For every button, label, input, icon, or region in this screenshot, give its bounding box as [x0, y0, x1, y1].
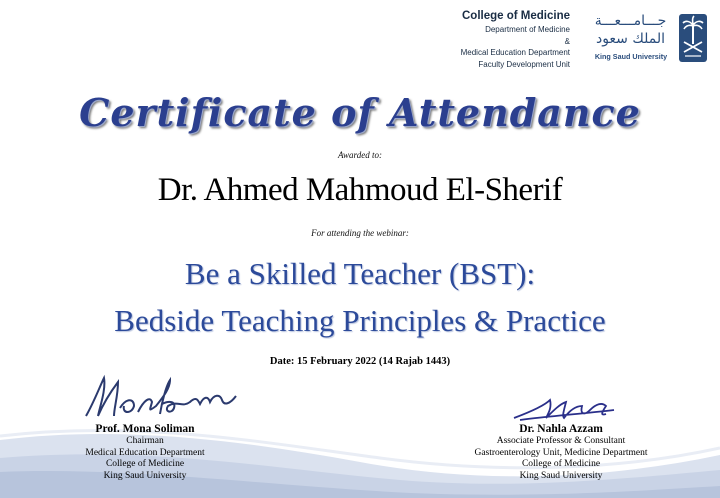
awarded-to-label: Awarded to:	[338, 150, 382, 160]
signatory-role: Medical Education Department	[85, 447, 205, 458]
signatory-role: College of Medicine	[105, 459, 185, 469]
college-name: College of Medicine	[462, 10, 570, 22]
signatory-left	[40, 422, 250, 482]
logo-english-text: King Saud University	[594, 52, 668, 61]
certificate-title: Certificate of Attendance	[79, 90, 641, 135]
signatory-role: King Saud University	[519, 470, 603, 481]
signature-left	[78, 372, 243, 424]
department-line: Department of Medicine	[485, 25, 570, 34]
university-logo	[585, 12, 710, 68]
signatory-role: Gastroenterology Unit, Medicine Department	[474, 447, 648, 458]
webinar-title-line1: Be a Skilled Teacher (BST):	[184, 256, 536, 291]
institution-block	[310, 9, 570, 70]
recipient-name: Dr. Ahmed Mahmoud El-Sherif	[157, 172, 563, 208]
signatory-role: College of Medicine	[521, 459, 601, 469]
signatory-role: King Saud University	[103, 470, 187, 481]
signatory-role: Chairman	[126, 436, 164, 446]
signatory-name: Prof. Mona Soliman	[95, 423, 195, 435]
webinar-date: Date: 15 February 2022 (14 Rajab 1443)	[269, 356, 451, 367]
logo-arabic-text: جـــامـــعـــة الملك سعود	[594, 13, 667, 47]
signatory-role: Associate Professor & Consultant	[496, 436, 626, 446]
signatory-right	[448, 422, 674, 482]
palm-and-swords-emblem-icon	[679, 14, 707, 62]
department-line: Medical Education Department	[460, 48, 570, 57]
signature-right	[510, 392, 620, 424]
ampersand-line: &	[564, 36, 570, 46]
unit-line: Faculty Development Unit	[478, 59, 570, 69]
signatory-name: Dr. Nahla Azzam	[519, 423, 603, 435]
attending-label: For attending the webinar:	[311, 228, 409, 238]
webinar-title-line2: Bedside Teaching Principles & Practice	[114, 303, 606, 338]
